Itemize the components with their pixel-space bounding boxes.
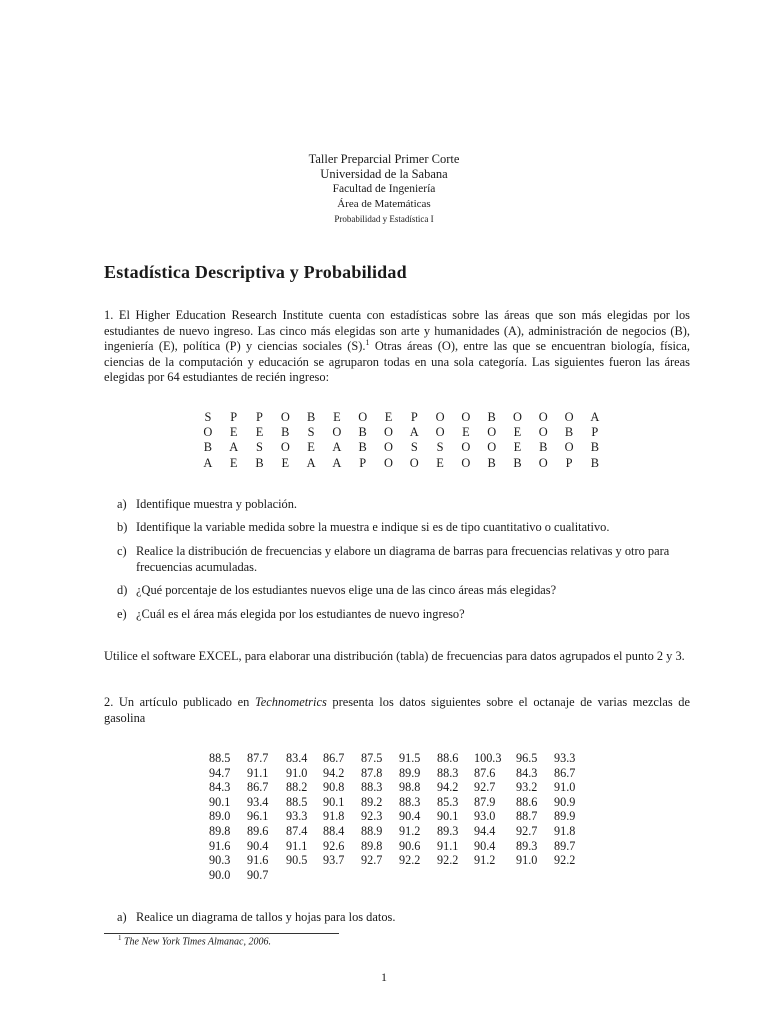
octane-value-cell: 91.6 [209,838,231,853]
letter-cell: B [358,440,367,455]
letter-cell: E [229,455,238,470]
octane-value-cell: 91.2 [399,823,421,838]
item-label: e) [117,607,127,621]
letter-cell: B [590,440,599,455]
problem-2-text-b: presenta los datos siguientes sobre el octanaje de varias mezclas de gasolina [104,695,690,725]
octane-value-cell: 89.9 [554,809,576,824]
letter-cell: O [332,425,342,440]
problem-1-statement [104,308,690,386]
octane-value-cell: 93.2 [516,780,538,795]
octane-value-cell: 92.3 [361,809,383,824]
letter-cell: A [590,410,600,424]
letter-cell: A [306,455,316,470]
letter-cell: O [409,455,419,470]
octane-value-cell: 90.3 [209,853,231,868]
octane-value-cell: 88.5 [209,751,231,765]
letter-cell: E [462,425,470,440]
letter-cell: S [307,425,315,440]
octane-value-cell: 90.4 [247,838,269,853]
page-title: Estadística Descriptiva y Probabilidad [104,262,407,282]
octane-value-cell: 89.8 [209,823,231,838]
octane-value-cell: 87.8 [361,765,383,780]
octane-value-cell: 90.5 [286,853,308,868]
octane-value-cell: 93.7 [323,853,345,868]
letter-cell: O [538,410,548,424]
item-label: d) [117,583,128,597]
octane-value-cell: 96.1 [247,809,269,824]
letter-cell: P [256,410,263,424]
letter-cell: P [591,425,599,440]
octane-value-cell: 93.4 [247,794,269,809]
octane-value-cell: 94.2 [323,765,345,780]
letter-cell: O [461,440,471,455]
octane-value-cell: 87.6 [474,765,496,780]
item-a [117,910,697,926]
item-label: a) [117,910,127,924]
letter-cell: B [487,455,496,470]
octane-value-cell: 98.8 [399,780,421,795]
octane-value-cell: 90.1 [323,794,345,809]
octane-value-cell: 88.6 [437,751,459,765]
letter-cell: B [564,425,574,440]
item-text: Realice la distribución de frecuencias y elabore un diagrama de barras para frecuencias relativas y otro para frecuencias acumuladas. [136,544,670,574]
letter-cell: A [203,455,213,470]
octane-value-cell: 90.1 [437,809,459,824]
octane-value-cell: 92.7 [474,780,496,795]
octane-value-cell: 92.7 [361,853,383,868]
letter-cell: A [229,440,239,455]
letter-cell: E [307,440,315,455]
footnote-mark: 1 [365,338,370,348]
letter-cell: B [590,455,599,470]
octane-value-cell: 88.6 [516,794,538,809]
item-e [117,607,697,623]
letter-cell: A [332,455,342,470]
letter-cell: O [203,425,213,440]
letter-cell: B [539,440,548,455]
letter-cell: O [384,440,393,455]
octane-value-cell: 91.0 [554,780,576,795]
octane-value-cell: 91.6 [247,853,269,868]
item-text: Identifique la variable medida sobre la muestra e indique si es de tipo cuantitativo o cualitativo. [136,520,610,534]
octane-value-cell: 94.7 [209,765,231,780]
letter-cell: O [384,455,393,470]
octane-value-cell: 90.6 [399,838,421,853]
item-label: c) [117,544,127,558]
letter-cell: O [384,425,393,440]
item-label: a) [117,497,127,511]
letter-cell: E [255,425,264,440]
problem-2-statement [104,695,690,726]
header-line-3: Facultad de Ingeniería [332,183,436,195]
octane-value-cell: 87.4 [286,823,308,838]
octane-value-cell: 91.8 [323,809,345,824]
problem-2-text-a: 2. Un artículo publicado en [104,695,255,709]
letter-cell: O [461,410,471,424]
octane-value-cell: 84.3 [516,765,538,780]
octane-value-cell: 88.5 [286,794,308,809]
letter-cell: P [230,410,238,424]
letter-cell: O [487,440,497,455]
item-text: Realice un diagrama de tallos y hojas para los datos. [136,910,396,924]
header-line-1: Taller Preparcial Primer Corte [308,152,460,166]
letter-cell: O [487,425,497,440]
octane-value-cell: 90.8 [323,780,345,795]
octane-value-cell: 92.2 [399,853,421,868]
octane-value-cell: 91.2 [474,853,496,868]
octane-value-cell: 93.3 [554,751,576,765]
excel-note: Utilice el software EXCEL, para elaborar una distribución (tabla) de frecuencias para datos agrupados el punto 2 y 3. [104,649,685,663]
letter-cell: O [280,410,290,424]
letter-cell: P [359,455,367,470]
octane-value-cell: 88.3 [437,765,459,780]
item-a [117,497,697,513]
octane-value-cell: 91.1 [286,838,308,853]
octane-value-cell: 94.2 [437,780,459,795]
octane-data-table [205,751,588,882]
octane-value-cell: 88.4 [323,823,345,838]
letter-cell: E [513,425,522,440]
letter-cell: O [538,455,548,470]
letter-cell: B [203,440,213,455]
letter-cell: A [332,440,342,455]
letter-cell: B [358,425,367,440]
letter-cell: S [256,440,263,455]
course-header [0,152,768,227]
octane-value-cell: 90.0 [209,867,231,882]
letter-cell: E [229,425,238,440]
octane-value-cell: 88.2 [286,780,308,795]
octane-value-cell: 92.2 [437,853,459,868]
octane-value-cell: 91.1 [247,765,269,780]
octane-value-cell: 91.0 [516,853,538,868]
letter-cell: P [565,455,573,470]
octane-value-cell: 94.4 [474,823,496,838]
octane-value-cell: 89.3 [437,823,459,838]
octane-value-cell: 85.3 [437,794,459,809]
letter-cell: O [435,410,445,424]
octane-value-cell: 88.7 [516,809,538,824]
letter-cell: A [409,425,419,440]
item-label: b) [117,520,128,534]
octane-value-cell: 86.7 [247,780,269,795]
letter-cell: O [435,425,445,440]
item-c [117,544,697,575]
octane-value-cell: 91.8 [554,823,576,838]
octane-value-cell: 89.0 [209,809,231,824]
octane-value-cell: 92.6 [323,838,345,853]
footnote-text: The New York Times Almanac, 2006. [124,936,271,948]
letter-cell: O [280,440,290,455]
letter-cell: O [564,410,574,424]
item-b [117,520,697,536]
octane-value-cell: 90.9 [554,794,576,809]
letter-cell: O [538,425,548,440]
letter-cell: S [204,410,212,424]
letter-cell: B [487,410,496,424]
octane-value-cell: 92.2 [554,853,576,868]
page-number: 1 [381,970,387,984]
octane-value-cell: 86.7 [323,751,345,765]
footnote-number: 1 [118,934,122,942]
octane-value-cell: 89.6 [247,823,269,838]
problem-1-text-b: Otras áreas (O), entre las que se encuentran biología, física, ciencias de la computación y educación se agruparon todas en una sola categoría. Las siguientes fueron las áreas elegidas por 64 estudiantes de recién ingreso: [104,339,690,385]
item-text: Identifique muestra y población. [136,497,298,511]
letter-cell: E [333,410,341,424]
letter-cell: O [461,455,471,470]
letter-data-grid [195,410,608,471]
octane-value-cell: 89.8 [361,838,383,853]
octane-value-cell: 87.5 [361,751,383,765]
letter-cell: O [512,410,522,424]
octane-value-cell: 89.9 [399,765,421,780]
header-line-5: Probabilidad y Estadística I [334,214,434,224]
octane-value-cell: 93.0 [474,809,496,824]
octane-value-cell: 100.3 [474,751,502,765]
letter-cell: S [410,440,418,455]
octane-value-cell: 93.3 [286,809,308,824]
header-line-2: Universidad de la Sabana [320,167,448,181]
problem-1-text-a: 1. El Higher Education Research Institute cuenta con estadísticas sobre las áreas que son más elegidas por los estudiantes de nuevo ingreso. Las cinco más elegidas son arte y humanidades (A), administración de negocios (B), ingeniería (E), política (P) y ciencias sociales (S). [104,308,690,354]
octane-value-cell: 86.7 [554,765,576,780]
octane-value-cell: 96.5 [516,751,538,765]
octane-value-cell: 89.7 [554,838,576,853]
octane-value-cell: 91.1 [437,838,459,853]
letter-cell: S [436,440,444,455]
octane-value-cell: 83.4 [286,751,308,765]
octane-value-cell: 91.0 [286,765,308,780]
octane-value-cell: 88.3 [361,780,383,795]
letter-cell: P [410,410,418,424]
letter-cell: O [358,410,368,424]
item-text: ¿Cuál es el área más elegida por los estudiantes de nuevo ingreso? [136,607,465,621]
letter-cell: B [513,455,522,470]
octane-value-cell: 89.2 [361,794,383,809]
header-line-4: Área de Matemáticas [337,198,431,210]
octane-value-cell: 88.3 [399,794,421,809]
letter-cell: B [306,410,316,424]
letter-cell: E [281,455,290,470]
octane-value-cell: 91.5 [399,751,421,765]
octane-value-cell: 87.9 [474,794,496,809]
octane-value-cell: 88.9 [361,823,383,838]
octane-value-cell: 87.7 [247,751,269,765]
item-d [117,583,697,599]
octane-value-cell: 90.7 [247,867,269,882]
letter-cell: O [564,440,574,455]
letter-cell: E [384,410,393,424]
octane-value-cell: 90.1 [209,794,231,809]
octane-value-cell: 90.4 [474,838,496,853]
footnote [118,934,271,947]
octane-value-cell: 92.7 [516,823,538,838]
octane-value-cell: 89.3 [516,838,538,853]
letter-cell: E [436,455,444,470]
letter-cell: E [513,440,522,455]
item-text: ¿Qué porcentaje de los estudiantes nuevos elige una de las cinco áreas más elegidas? [136,583,557,597]
octane-value-cell: 90.4 [399,809,421,824]
letter-cell: B [255,455,264,470]
octane-value-cell: 84.3 [209,780,231,795]
letter-cell: B [281,425,290,440]
journal-name: Technometrics [254,695,327,709]
